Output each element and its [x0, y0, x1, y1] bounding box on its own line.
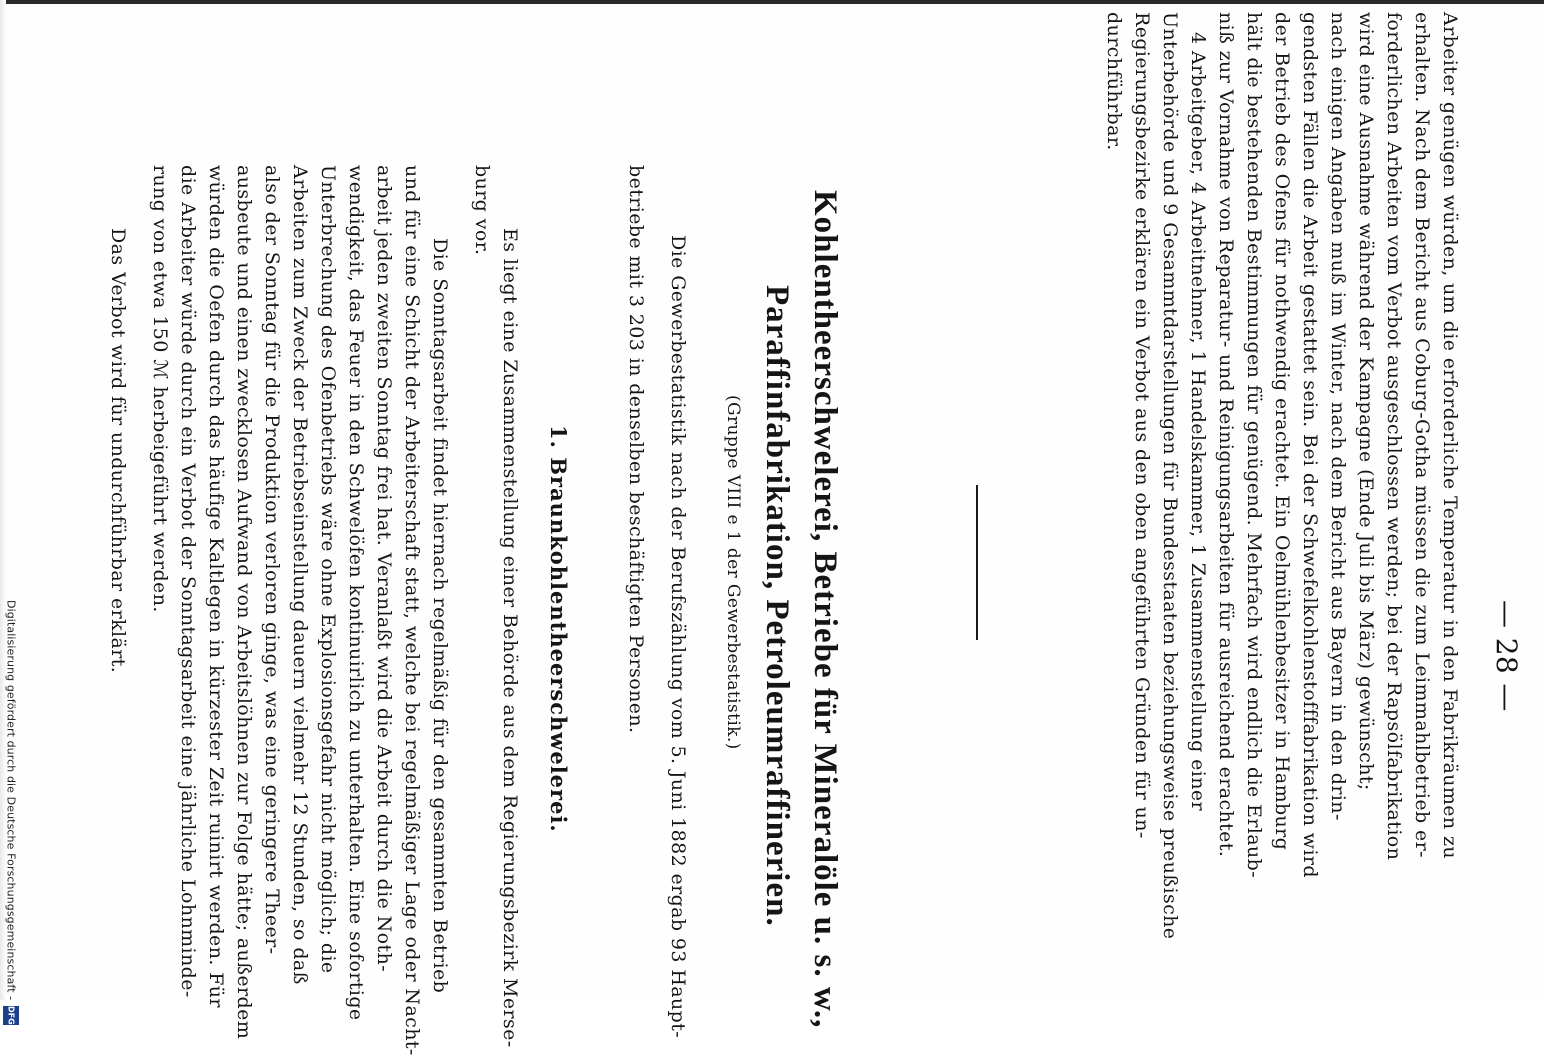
section-body-line-6: Arbeiten zum Zweck der Betriebseinstellung dauern vielmehr 12 Stunden, so daß — [289, 165, 311, 985]
top-paragraph-line-6: gendsten Fällen die Arbeit gestattet sein. Bei der Schwefelkohlenstofffabrikation wird — [1299, 12, 1321, 878]
top-paragraph-line-10: 4 Arbeitgeber, 4 Arbeitnehmer, 1 Handelskammer, 1 Zusammenstellung einer — [1187, 32, 1209, 812]
page-number: — 28 — — [1490, 600, 1523, 712]
section-body-line-5: Unterbrechung des Ofenbetriebs wäre ohne Explosionsgefahr nicht möglich; die — [317, 165, 339, 974]
statistics-line-1: Die Gewerbestatistik nach der Berufszählung vom 5. Juni 1882 ergab 93 Haupt- — [667, 235, 689, 1039]
section-body-line-2: und für eine Schicht der Arbeiterschaft statt, welche bei regelmäßiger Lage oder Nacht- — [401, 165, 423, 1056]
digitization-credit — [0, 600, 22, 1025]
bottom-scan-edge — [0, 0, 1544, 4]
section-body-line-1: Die Sonntagsarbeit findet hiernach regelmäßig für den gesammten Betrieb — [429, 238, 451, 994]
top-paragraph-line-2: erhalten. Nach dem Bericht aus Coburg-Gotha müssen die zum Leimmahlbetrieb er- — [1411, 12, 1433, 858]
heading-line-2: Paraffinfabrikation, Petroleumraffinerien. — [759, 285, 795, 927]
separator-rule — [976, 485, 978, 640]
section-body-line-9: würden die Oefen durch das häufige Kaltlegen in kürzester Zeit ruinirt werden. Für — [205, 165, 227, 1008]
top-paragraph-line-11: Unterbehörde und 9 Gesammtdarstellungen für Bundesstaaten beziehungsweise preußische — [1159, 12, 1181, 940]
section-intro-line-1: Es liegt eine Zusammenstellung einer Behörde aus dem Regierungsbezirk Merse- — [499, 228, 521, 1048]
top-paragraph-line-5: nach einigen Angaben muß im Winter, nach dem Bericht aus Bayern in den drin- — [1327, 12, 1349, 821]
top-paragraph-line-3: forderlichen Arbeiten vom Verbot ausgeschlossen werden; bei der Rapsölfabrikation — [1383, 12, 1405, 861]
section-body-line-7: also der Sonntag für die Produktion verloren ginge, was eine geringere Theer- — [261, 165, 283, 955]
statistics-line-2: betriebe mit 3 203 in denselben beschäftigten Personen. — [625, 165, 647, 734]
dfg-logo: DFG — [3, 1006, 19, 1025]
section-intro-line-2: burg vor. — [471, 165, 493, 256]
section-body-line-10: die Arbeiter würde durch ein Verbot der Sonntagsarbeit eine jährliche Lohnminde- — [177, 165, 199, 998]
top-paragraph-line-9: niß zur Vornahme von Reparatur- und Reinigungsarbeiten für ausreichend erachtet. — [1215, 12, 1237, 858]
top-paragraph-line-12: Regierungsbezirke erklären ein Verbot aus den oben angeführten Gründen für un- — [1131, 12, 1153, 839]
section-body-line-12: Das Verbot wird für undurchführbar erklärt. — [107, 228, 129, 674]
section-body-line-4: wendigkeit, das Feuer in den Schwelöfen kontinuirlich zu unterhalten. Eine sofortige — [345, 165, 367, 1021]
top-paragraph-line-13: durchführbar. — [1103, 12, 1125, 151]
section-body-line-3: arbeit jeden zweiten Sonntag frei hat. Veranlaßt wird die Arbeit durch die Noth- — [373, 165, 395, 973]
section-body-line-8: ausbeute und einen zwecklosen Aufwand von Arbeitslöhnen zur Folge hätte; außerdem — [233, 165, 255, 1040]
section-title: 1. Braunkohlentheerschwelerei. — [546, 425, 571, 833]
section-body-line-11: rung von etwa 150 ℳ herbeigeführt werden. — [149, 165, 171, 613]
heading-line-1: Kohlentheerschwelerei, Betriebe für Mineralöle u. s. w., — [807, 190, 843, 1029]
top-paragraph-line-4: wird eine Ausnahme während der Kampagne (Ende Juli bis März) gewünscht; — [1355, 12, 1377, 791]
digitization-note: Digitalisierung gefördert durch die Deutsche Forschungsgemeinschaft - — [4, 600, 18, 1001]
top-paragraph-line-8: hält die bestehenden Bestimmungen für genügend. Mehrfach wird endlich die Erlaub- — [1243, 12, 1265, 879]
group-note: (Gruppe VIII e 1 der Gewerbestatistik.) — [723, 395, 743, 750]
top-paragraph-line-7: der Betrieb des Ofens für nothwendig erachtet. Ein Oelmühlenbesitzer in Hamburg — [1271, 12, 1293, 851]
top-paragraph-line-1: Arbeiter genügen würden, um die erforderliche Temperatur in den Fabrikräumen zu — [1439, 12, 1461, 860]
